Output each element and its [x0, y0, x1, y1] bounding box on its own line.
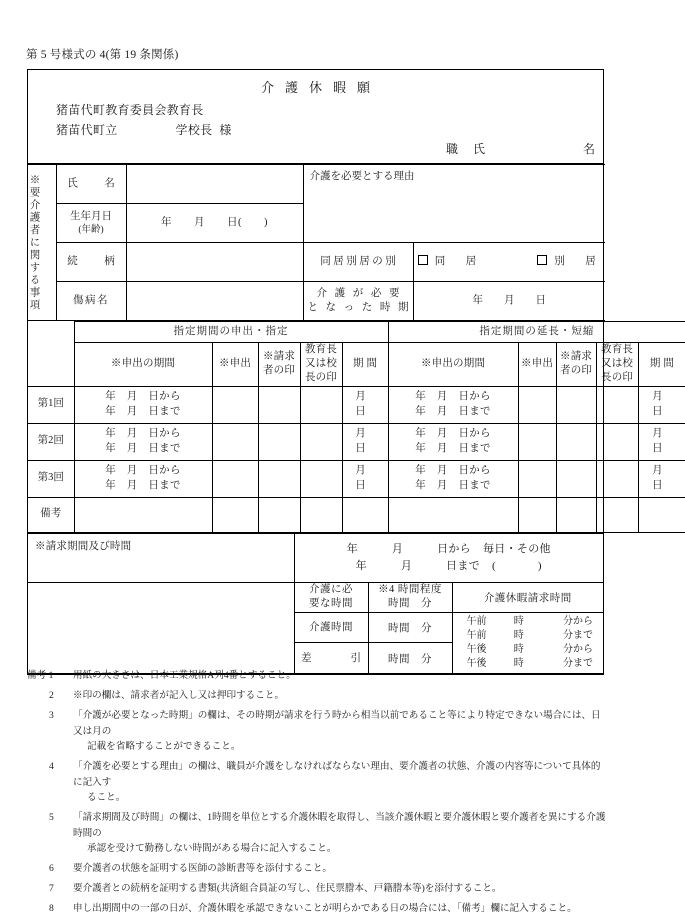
extend-principal-seal-1[interactable]: [596, 386, 638, 423]
need-time-label-line1: 介護に必: [309, 584, 353, 596]
remarks-cell-3: [258, 497, 300, 532]
extend-principal-seal-2[interactable]: [596, 423, 638, 460]
periods-corner-cell: [28, 322, 74, 343]
footnote-8: [27, 901, 607, 917]
extend-period-month-2: 月: [652, 428, 663, 440]
footnote-2: [27, 688, 607, 704]
extend-apply-seal-3[interactable]: [518, 460, 556, 497]
footnote-num-4: 4: [49, 761, 54, 773]
period-row-label-2: 第2回: [28, 423, 74, 460]
difference-value[interactable]: 時間 分: [368, 643, 452, 674]
claim-ampm-1: 午前: [466, 615, 487, 627]
footnote-num-7: 7: [49, 883, 54, 895]
claim-hour-1: 時: [513, 615, 524, 627]
claim-tail-2: 分まで: [563, 629, 593, 641]
cohabit-option-1-label: 同 居: [434, 255, 482, 267]
request-period-table: [28, 533, 603, 675]
principal-seal-2[interactable]: [300, 423, 342, 460]
need-time-value[interactable]: [368, 582, 452, 612]
footnote-text-7: 要介護者との続柄を証明する書類(共済組合員証の写し、住民票謄本、戸籍謄本等)を添付すること。: [73, 883, 502, 895]
request-period-to-row: [295, 558, 604, 575]
recipient-age-sublabel: (年齢): [78, 224, 104, 235]
addressee-2-prefix: 猪苗代町立: [56, 123, 118, 137]
need-time-unit: 時間 分: [388, 598, 432, 610]
col-apply-left: ※申出: [212, 343, 258, 387]
claim-hour-2: 時: [513, 629, 524, 641]
col-apply-period-right: ※申出の期間: [388, 343, 518, 387]
footnote-text-8: 申し出期間中の一部の日が、介護休暇を承認できないことが明らかである日の場合には、「備考」欄に記入すること。: [73, 903, 577, 915]
group-header-apply: 指定期間の申出・指定: [74, 322, 388, 343]
extend-period-day-2: 日: [652, 442, 663, 454]
footnote-text-4-main: 「介護を必要とする理由」の欄は、職員が介護をしなければならない理由、要介護者の状態、介護の内容等について具体的に記入す: [73, 761, 601, 788]
footnote-1: [27, 668, 607, 684]
extend-period-result-3[interactable]: [638, 460, 685, 497]
document-code: 第 5 号様式の 4(第 19 条関係): [26, 49, 179, 61]
extend-period-from-1: 年 月 日から: [415, 391, 491, 403]
remarks-cell-4: [300, 497, 342, 532]
care-recipient-table: [28, 164, 605, 321]
table-row: [28, 533, 603, 582]
footnote-text-3-cont: 記載を省略することができること。: [87, 741, 241, 753]
apply-period-to-3: 年 月 日まで: [105, 479, 181, 491]
table-row: [28, 322, 685, 343]
request-blank-area[interactable]: [28, 582, 294, 674]
period-month-1: 月: [355, 391, 366, 403]
footnotes: [27, 668, 607, 921]
period-result-3[interactable]: [342, 460, 388, 497]
footnote-num-3: 3: [49, 710, 54, 722]
footnote-text-4: [73, 759, 607, 806]
extend-period-result-1[interactable]: [638, 386, 685, 423]
claim-time-row-2: [467, 629, 594, 643]
addressee-line-1: 猪苗代町教育委員会教育長: [56, 103, 204, 117]
period-day-1: 日: [355, 405, 366, 417]
remarks-cell-8: [556, 497, 596, 532]
apply-period-input-2[interactable]: [74, 423, 212, 460]
extend-claimant-seal-2[interactable]: [556, 423, 596, 460]
recipient-dob-label-main: 生年月日: [70, 210, 112, 222]
form-header: [28, 70, 603, 164]
col-claimant-seal-left: ※請求 者の印: [258, 343, 300, 387]
footnote-num-1: 1: [48, 670, 54, 681]
apply-period-from-3: 年 月 日から: [105, 465, 181, 477]
extend-period-to-3: 年 月 日まで: [415, 479, 491, 491]
request-period-label: ※請求期間及び時間: [28, 533, 294, 582]
extend-apply-seal-2[interactable]: [518, 423, 556, 460]
designated-periods-table: [28, 321, 685, 533]
care-start-input[interactable]: [413, 282, 605, 321]
claim-ampm-3: 午後: [466, 643, 487, 655]
footnote-5: [27, 810, 607, 857]
recipient-name-label: 氏 名: [56, 165, 126, 204]
claim-ampm-2: 午前: [466, 629, 487, 641]
extend-period-day-1: 日: [652, 405, 663, 417]
remarks-cell-6: [388, 497, 518, 532]
footnote-text-6: 要介護者の状態を証明する医師の診断書等を添付すること。: [73, 863, 333, 875]
request-frequency-label: 毎日・その他: [483, 543, 551, 556]
table-row: [28, 582, 603, 612]
claim-hour-3: 時: [513, 643, 524, 655]
footnote-7: [27, 881, 607, 897]
group-header-extend: 指定期間の延長・短縮: [388, 322, 685, 343]
extend-period-to-1: 年 月 日まで: [415, 405, 491, 417]
care-start-label: [303, 282, 413, 321]
col-period-right: 期間: [638, 343, 685, 387]
extend-claimant-seal-1[interactable]: [556, 386, 596, 423]
extend-period-from-2: 年 月 日から: [415, 428, 491, 440]
request-frequency-paren-close: ): [537, 559, 542, 572]
footnote-text-4-cont: ること。: [87, 792, 126, 804]
need-time-label-line2: 要な時間: [309, 598, 353, 610]
care-start-label-line1: 介 護 が 必 要: [316, 287, 402, 299]
extend-period-month-3: 月: [652, 465, 663, 477]
apply-period-input-1[interactable]: [74, 386, 212, 423]
signature-name-label: 名: [582, 142, 595, 156]
signature-line: [446, 140, 595, 157]
extend-claimant-seal-3[interactable]: [556, 460, 596, 497]
footnote-text-3-main: 「介護が必要となった時期」の欄は、その時期が請求を行う時から相当以前であること等により特定できない場合には、日又は月の: [73, 710, 601, 737]
apply-period-from-2: 年 月 日から: [105, 428, 181, 440]
claim-hour-4: 時: [513, 658, 524, 670]
recipient-illness-label: 傷病名: [56, 282, 126, 321]
claimant-seal-1[interactable]: [258, 386, 300, 423]
need-time-note: ※4 時間程度: [378, 584, 442, 596]
extend-period-day-3: 日: [652, 479, 663, 491]
footnote-num-2: 2: [49, 690, 54, 702]
cohabit-label: 同居別居の別: [303, 243, 413, 282]
footnote-text-5-main: 「請求期間及び時間」の欄は、1時間を単位とする介護休暇を取得し、当該介護休暇と要介護休暇と要介護者を異にする介護時間の: [73, 812, 606, 839]
table-row: [28, 460, 685, 497]
addressee-2-suffix: 学校長: [175, 123, 213, 137]
care-time-value[interactable]: 時間 分: [368, 612, 452, 643]
table-row: [28, 386, 685, 423]
extend-period-from-3: 年 月 日から: [415, 465, 491, 477]
table-row: [28, 497, 685, 532]
col-principal-seal-left: 教育長 又は校 長の印: [300, 343, 342, 387]
claim-tail-1: 分から: [563, 615, 593, 627]
remarks-cell-9: [596, 497, 638, 532]
apply-seal-1[interactable]: [212, 386, 258, 423]
footnotes-heading-text: 備考: [27, 670, 47, 681]
recipient-vertical-label-cell: [28, 165, 56, 321]
checkbox-cohabit-together-icon[interactable]: [418, 255, 428, 265]
page-title: 介護休暇願: [260, 80, 381, 95]
request-period-from: 年 月 日から: [346, 543, 471, 556]
period-result-2[interactable]: [342, 423, 388, 460]
claim-ampm-4: 午後: [466, 658, 487, 670]
care-reason-cell[interactable]: [303, 165, 605, 243]
remarks-cell-2: [212, 497, 258, 532]
period-row-label-1: 第1回: [28, 386, 74, 423]
form-frame: [27, 69, 677, 675]
period-month-2: 月: [355, 428, 366, 440]
col-principal-seal-right: 教育長 又は校 長の印: [596, 343, 638, 387]
col-apply-period-left: ※申出の期間: [74, 343, 212, 387]
period-result-1[interactable]: [342, 386, 388, 423]
extend-period-input-1[interactable]: [388, 386, 518, 423]
table-row: [28, 423, 685, 460]
cohabit-option-2-label: 別 居: [554, 255, 601, 267]
remarks-cell-5: [342, 497, 388, 532]
recipient-relation-label: 続 柄: [56, 243, 126, 282]
care-reason-label: 介護を必要とする理由: [309, 171, 415, 182]
care-start-label-line2: と な っ た 時 期: [307, 302, 412, 313]
claim-tail-4: 分まで: [563, 658, 593, 670]
principal-seal-3[interactable]: [300, 460, 342, 497]
claim-tail-3: 分から: [563, 643, 593, 655]
need-time-label: [294, 582, 368, 612]
footnote-4: [27, 759, 607, 806]
remarks-cell-10: [638, 497, 685, 532]
footnote-text-2: ※印の欄は、請求者が記入し又は押印すること。: [73, 690, 285, 702]
principal-seal-1[interactable]: [300, 386, 342, 423]
extend-period-to-2: 年 月 日まで: [415, 442, 491, 454]
footnote-num-8: 8: [49, 903, 54, 915]
extend-period-input-2[interactable]: [388, 423, 518, 460]
footnote-text-1: 用紙の大きさは、日本工業規格A列4番とすること。: [73, 670, 296, 681]
addressee-2-honorific: 様: [219, 123, 232, 137]
footnotes-heading: [27, 668, 73, 684]
apply-seal-3[interactable]: [212, 460, 258, 497]
table-row: [28, 343, 685, 387]
apply-seal-2[interactable]: [212, 423, 258, 460]
col-period-left: 期間: [342, 343, 388, 387]
period-row-label-3: 第3回: [28, 460, 74, 497]
table-row: [28, 165, 605, 204]
signature-post-label: 職 氏: [445, 142, 491, 156]
recipient-dob-label: [56, 204, 126, 243]
periods-corner-cell-2: [28, 343, 74, 387]
period-day-2: 日: [355, 442, 366, 454]
request-period-from-row: [295, 541, 604, 558]
footnote-6: [27, 861, 607, 877]
footnote-text-3: [73, 708, 607, 755]
request-period-input[interactable]: [294, 533, 603, 582]
col-apply-right: ※申出: [518, 343, 556, 387]
footnote-num-6: 6: [49, 863, 54, 875]
recipient-relation-input[interactable]: [126, 243, 303, 282]
claim-time-row-1: [467, 615, 594, 629]
claimant-seal-2[interactable]: [258, 423, 300, 460]
recipient-vertical-label: ※要介護者に関する事項: [28, 173, 40, 312]
extend-period-month-1: 月: [652, 391, 663, 403]
apply-period-to-1: 年 月 日まで: [105, 405, 181, 417]
apply-period-to-2: 年 月 日まで: [105, 442, 181, 454]
care-start-placeholder: 年 月 日: [472, 294, 546, 306]
recipient-name-input[interactable]: [126, 165, 303, 204]
remarks-cell-7: [518, 497, 556, 532]
recipient-dob-placeholder: 年 月 日( ): [161, 216, 268, 228]
table-row: [28, 243, 605, 282]
claim-time-rows[interactable]: [452, 612, 603, 674]
care-time-label: 介護時間: [294, 612, 368, 643]
footnote-3: [27, 708, 607, 755]
claim-time-header: 介護休暇請求時間: [452, 582, 603, 612]
footnote-text-5-cont: 承認を受けて勤務しない時間がある場合に記入すること。: [87, 843, 337, 855]
footnote-text-5: [73, 810, 607, 857]
period-day-3: 日: [355, 479, 366, 491]
extend-principal-seal-3[interactable]: [596, 460, 638, 497]
addressee-line-2: [56, 121, 232, 138]
period-month-3: 月: [355, 465, 366, 477]
claimant-seal-3[interactable]: [258, 460, 300, 497]
recipient-illness-input[interactable]: [126, 282, 303, 321]
checkbox-cohabit-separate-icon[interactable]: [537, 255, 547, 265]
extend-period-result-2[interactable]: [638, 423, 685, 460]
request-frequency-paren-open: (: [491, 559, 496, 572]
remarks-input[interactable]: [74, 497, 212, 532]
apply-period-from-1: 年 月 日から: [105, 391, 181, 403]
cohabit-options[interactable]: [413, 243, 605, 282]
table-row: [28, 282, 605, 321]
difference-label: 差 引: [294, 643, 368, 674]
recipient-dob-input[interactable]: [126, 204, 303, 243]
extend-apply-seal-1[interactable]: [518, 386, 556, 423]
footnote-num-5: 5: [49, 812, 54, 824]
col-claimant-seal-right: ※請求 者の印: [556, 343, 596, 387]
extend-period-input-3[interactable]: [388, 460, 518, 497]
apply-period-input-3[interactable]: [74, 460, 212, 497]
remarks-label: 備考: [28, 497, 74, 532]
request-period-to: 年 月 日まで: [355, 559, 480, 572]
claim-time-row-3: [467, 643, 594, 657]
